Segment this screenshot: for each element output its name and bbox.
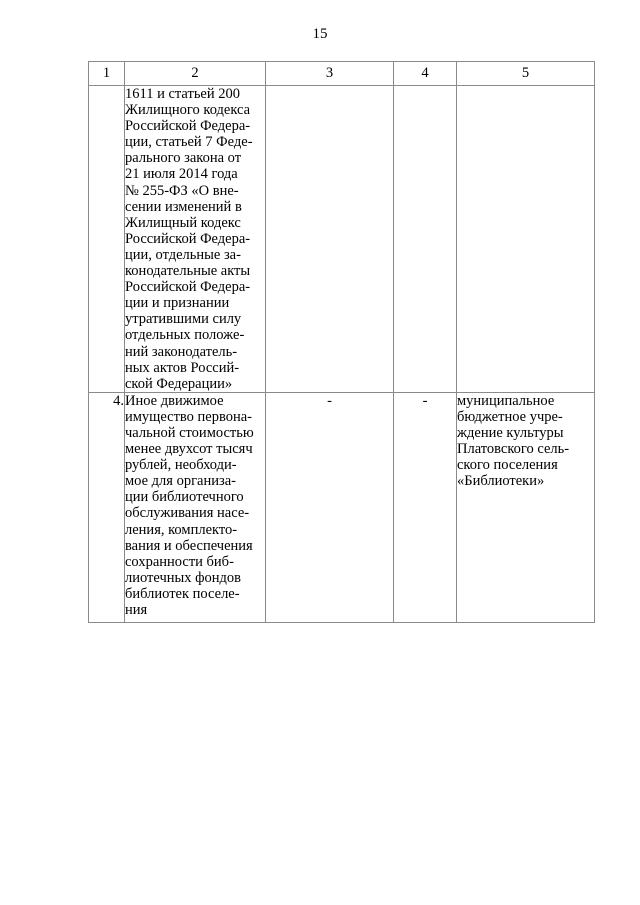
- header-col-2: 2: [125, 62, 266, 86]
- property-description-text: Иное движимое имущество первона- чальной стоимостью менее двухсот тысяч рублей, необходи- мое для организа- ции библиотечного обслуживания насе- ления, комплекто- вания и обеспечения сохранности биб- лиотечных фондов библиотек поселе- ния: [125, 392, 254, 618]
- header-col-5: 5: [457, 62, 595, 86]
- col3-cell: [266, 86, 394, 393]
- table-row: [89, 392, 595, 622]
- header-col-1: 1: [89, 62, 125, 86]
- row-number-cell: [89, 86, 125, 393]
- header-col-4: 4: [394, 62, 457, 86]
- row-number-cell: 4.: [89, 392, 125, 622]
- dash-value: -: [327, 392, 332, 409]
- property-description-cell: [125, 392, 266, 622]
- owner-cell: [457, 392, 595, 622]
- property-description-cell: [125, 86, 266, 393]
- property-table: [88, 61, 595, 623]
- page-number: 15: [312, 26, 328, 42]
- owner-text: муниципальное бюджетное учре- ждение культуры Платовского сель- ского поселения «Библиотеки»: [457, 392, 570, 490]
- property-description-text: 1611 и статьей 200 Жилищного кодекса Российской Федера- ции, статьей 7 Феде- рального закона от 21 июля 2014 года № 255-ФЗ «О вне- сении изменений в Жилищный кодекс Российской Федера- ции, отдельные за- конодательные акты Российской Федера- ции и признании утратившими силу отдельных положе- ний законодатель- ных актов Россий- ской Федерации»: [125, 86, 253, 392]
- col3-cell: [266, 392, 394, 622]
- col4-cell: [394, 86, 457, 393]
- dash-value: -: [422, 392, 428, 409]
- header-col-3: 3: [266, 62, 394, 86]
- col4-cell: [394, 392, 457, 622]
- owner-cell: [457, 86, 595, 393]
- table-header-row: [89, 62, 595, 86]
- table-row: [89, 86, 595, 393]
